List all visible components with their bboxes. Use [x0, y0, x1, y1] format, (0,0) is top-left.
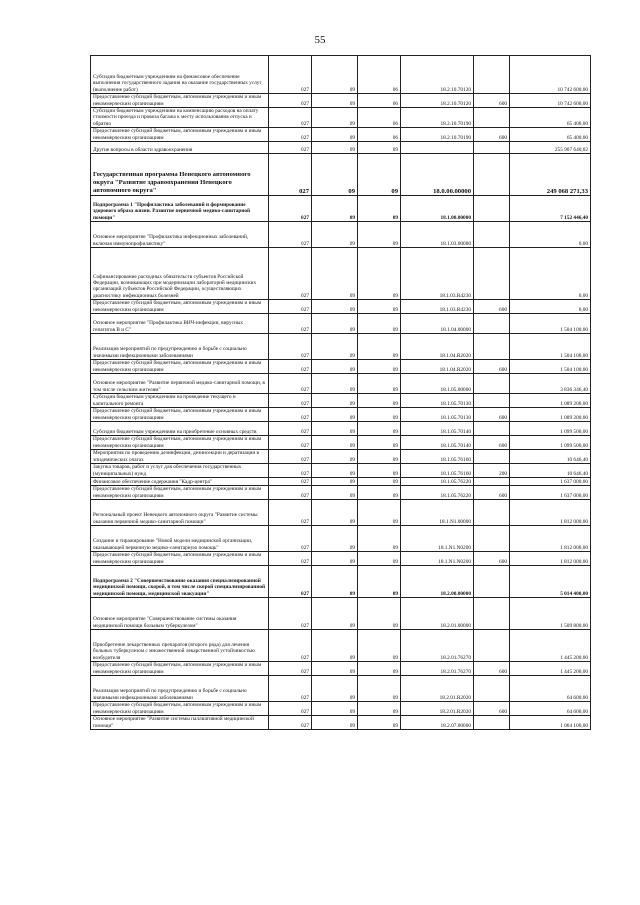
table-row: [91, 598, 591, 630]
section-code: 09: [312, 314, 358, 334]
section-code: 09: [312, 422, 358, 436]
subsection-code: 09: [358, 154, 401, 196]
amount: 10 646,40: [510, 450, 591, 464]
subsection-code: 09: [358, 566, 401, 598]
subsection-code: 09: [358, 394, 401, 408]
ministry-code: 027: [269, 662, 312, 676]
subsection-code: 06: [358, 108, 401, 128]
table-row: [91, 716, 591, 730]
section-code: 09: [312, 716, 358, 730]
target-article: 18.1.05.76220: [401, 486, 474, 500]
ministry-code: 027: [269, 142, 312, 154]
table-row: [91, 56, 591, 94]
table-row: [91, 436, 591, 450]
row-name: Предоставление субсидий бюджетным, автономным учреждениям и иным некоммерческим организациям: [91, 436, 269, 450]
subsection-code: 09: [358, 422, 401, 436]
section-code: 09: [312, 108, 358, 128]
target-article: 18.1.N1.N0200: [401, 552, 474, 566]
amount: 1 445 200,00: [510, 630, 591, 662]
row-name: Субсидии бюджетным учреждениям на приобретение основных средств: [91, 422, 269, 436]
subsection-code: 09: [358, 374, 401, 394]
row-name: Реализация мероприятий по предупреждению и борьбе с социально значимыми инфекционными заболеваниями: [91, 334, 269, 360]
row-name: Субсидии бюджетным учреждениям на компенсацию расходов на оплату стоимости проезда и провоза багажа к месту использования отпуска и обратно: [91, 108, 269, 128]
table-row: [91, 464, 591, 478]
amount: 249 068 271,33: [510, 154, 591, 196]
expense-type: [474, 422, 510, 436]
expense-type: 600: [474, 94, 510, 108]
section-code: 09: [312, 630, 358, 662]
ministry-code: 027: [269, 196, 312, 222]
target-article: 18.1.04.R2020: [401, 334, 474, 360]
ministry-code: 027: [269, 422, 312, 436]
amount: 1 812 000,00: [510, 552, 591, 566]
ministry-code: 027: [269, 128, 312, 142]
row-name: Реализация мероприятий по предупреждению и борьбе с социально значимыми инфекционными заболеваниями: [91, 676, 269, 702]
subsection-code: 09: [358, 552, 401, 566]
ministry-code: 027: [269, 500, 312, 526]
amount: 65 400,00: [510, 108, 591, 128]
subsection-code: 09: [358, 464, 401, 478]
ministry-code: 027: [269, 108, 312, 128]
expense-type: [474, 248, 510, 300]
section-code: 09: [312, 478, 358, 486]
table-row: [91, 478, 591, 486]
section-code: 09: [312, 500, 358, 526]
section-code: 09: [312, 142, 358, 154]
row-name: Подпрограмма 1 "Профилактика заболеваний и формирование здорового образа жизни. Развитие первичной медико-санитарной помощи": [91, 196, 269, 222]
table-row: [91, 196, 591, 222]
target-article: 18.0.00.00000: [401, 154, 474, 196]
subsection-code: 09: [358, 360, 401, 374]
expense-type: [474, 196, 510, 222]
table-row: [91, 222, 591, 248]
amount: 5 014 400,00: [510, 566, 591, 598]
subsection-code: 09: [358, 196, 401, 222]
expense-type: [474, 450, 510, 464]
target-article: 18.2.01.00000: [401, 598, 474, 630]
subsection-code: 09: [358, 248, 401, 300]
row-name: Софинансирование расходных обязательств субъектов Российской Федерации, возникающих при модернизации лабораторий медицинских организаций субъектов Российской Федерации, осуществляющих диагностику инфекционных болезней: [91, 248, 269, 300]
ministry-code: 027: [269, 552, 312, 566]
subsection-code: 09: [358, 486, 401, 500]
section-code: 09: [312, 248, 358, 300]
section-code: 09: [312, 222, 358, 248]
subsection-code: 09: [358, 662, 401, 676]
target-article: 18.1.03.R4230: [401, 300, 474, 314]
table-row: [91, 314, 591, 334]
expense-type: [474, 108, 510, 128]
subsection-code: 09: [358, 334, 401, 360]
target-article: 18.1.05.70130: [401, 408, 474, 422]
ministry-code: 027: [269, 436, 312, 450]
expense-type: [474, 716, 510, 730]
amount: 1 812 000,00: [510, 500, 591, 526]
expense-type: [474, 598, 510, 630]
subsection-code: 09: [358, 314, 401, 334]
expense-type: 600: [474, 300, 510, 314]
amount: 255 907 640,02: [510, 142, 591, 154]
amount: 1 504 100,00: [510, 334, 591, 360]
subsection-code: 09: [358, 450, 401, 464]
subsection-code: 09: [358, 408, 401, 422]
section-code: 09: [312, 450, 358, 464]
section-code: 09: [312, 464, 358, 478]
subsection-code: 06: [358, 94, 401, 108]
row-name: Субсидии бюджетным учреждениям на проведение текущего и капитального ремонта: [91, 394, 269, 408]
ministry-code: 027: [269, 486, 312, 500]
ministry-code: 027: [269, 222, 312, 248]
expense-type: [474, 566, 510, 598]
ministry-code: 027: [269, 394, 312, 408]
table-row: [91, 374, 591, 394]
table-row: [91, 94, 591, 108]
expense-type: 600: [474, 662, 510, 676]
section-code: 09: [312, 676, 358, 702]
row-name: Основное мероприятие "Профилактика ВИЧ-инфекции, вирусных гепатитов В и С": [91, 314, 269, 334]
subsection-code: 09: [358, 222, 401, 248]
table-row: [91, 422, 591, 436]
section-code: 09: [312, 436, 358, 450]
subsection-code: 09: [358, 478, 401, 486]
section-code: 09: [312, 552, 358, 566]
table-row: [91, 154, 591, 196]
ministry-code: 027: [269, 334, 312, 360]
table-row: [91, 394, 591, 408]
table-row: [91, 500, 591, 526]
section-code: 09: [312, 394, 358, 408]
section-code: 09: [312, 702, 358, 716]
row-name: Региональный проект Ненецкого автономного округа "Развитие системы оказания первичной медико-санитарной помощи": [91, 500, 269, 526]
target-article: 18.1.04.00000: [401, 314, 474, 334]
ministry-code: 027: [269, 408, 312, 422]
target-article: 18.1.04.R2020: [401, 360, 474, 374]
table-row: [91, 566, 591, 598]
section-code: 09: [312, 154, 358, 196]
table-row: [91, 300, 591, 314]
amount: 1 504 100,00: [510, 360, 591, 374]
expense-type: [474, 374, 510, 394]
ministry-code: 027: [269, 478, 312, 486]
section-code: 09: [312, 566, 358, 598]
subsection-code: 09: [358, 300, 401, 314]
row-name: Основное мероприятие "Развитие первичной медико-санитарной помощи, в том числе сельским жителям": [91, 374, 269, 394]
table-row: [91, 450, 591, 464]
amount: 7 152 446,40: [510, 196, 591, 222]
amount: 0,00: [510, 222, 591, 248]
row-name: Основное мероприятие "Развитие системы паллиативной медицинской помощи": [91, 716, 269, 730]
row-name: Финансовое обеспечение содержания "Кадр-центра": [91, 478, 269, 486]
row-name: Мероприятия по проведению дезинфекции, дезинсекции и дератизации в эпидемических очагах: [91, 450, 269, 464]
expense-type: 200: [474, 464, 510, 478]
table-row: [91, 662, 591, 676]
ministry-code: 027: [269, 248, 312, 300]
amount: 1 089 200,00: [510, 394, 591, 408]
expense-type: [474, 314, 510, 334]
target-article: 18.1.N1.00000: [401, 500, 474, 526]
row-name: Субсидии бюджетным учреждениям на финансовое обеспечение выполнения государственного задания на оказание государственных услуг (выполнение работ): [91, 56, 269, 94]
ministry-code: 027: [269, 154, 312, 196]
subsection-code: 09: [358, 142, 401, 154]
target-article: [401, 142, 474, 154]
subsection-code: 06: [358, 128, 401, 142]
table-row: [91, 630, 591, 662]
row-name: Другие вопросы в области здравоохранения: [91, 142, 269, 154]
ministry-code: 027: [269, 360, 312, 374]
table-row: [91, 676, 591, 702]
section-code: 09: [312, 94, 358, 108]
row-name: Предоставление субсидий бюджетным, автономным учреждениям и иным некоммерческим организациям: [91, 486, 269, 500]
target-article: 18.2.01.76270: [401, 630, 474, 662]
amount: 64 600,00: [510, 702, 591, 716]
target-article: 18.2.00.00000: [401, 566, 474, 598]
row-name: Предоставление субсидий бюджетным, автономным учреждениям и иным некоммерческим организациям: [91, 300, 269, 314]
table-row: [91, 108, 591, 128]
target-article: 18.2.10.70120: [401, 56, 474, 94]
target-article: 18.1.05.70130: [401, 394, 474, 408]
subsection-code: 09: [358, 500, 401, 526]
target-article: 18.2.07.00000: [401, 716, 474, 730]
section-code: 09: [312, 526, 358, 552]
target-article: 18.1.05.00000: [401, 374, 474, 394]
target-article: 18.2.01.76270: [401, 662, 474, 676]
table-row: [91, 128, 591, 142]
section-code: 09: [312, 334, 358, 360]
amount: 1 064 100,00: [510, 716, 591, 730]
expense-type: [474, 142, 510, 154]
ministry-code: 027: [269, 702, 312, 716]
expense-type: [474, 222, 510, 248]
table-row: [91, 248, 591, 300]
target-article: 18.2.10.70190: [401, 128, 474, 142]
section-code: 09: [312, 486, 358, 500]
ministry-code: 027: [269, 450, 312, 464]
row-name: Подпрограмма 2 "Совершенствование оказания специализированной медицинской помощи, скорой, в том числе скорой специализированной медицинской помощи, медицинской эвакуации": [91, 566, 269, 598]
expense-type: [474, 56, 510, 94]
table-row: [91, 526, 591, 552]
target-article: 18.1.05.76160: [401, 464, 474, 478]
amount: 1 812 000,00: [510, 526, 591, 552]
ministry-code: 027: [269, 526, 312, 552]
ministry-code: 027: [269, 598, 312, 630]
target-article: 18.2.10.70190: [401, 108, 474, 128]
ministry-code: 027: [269, 300, 312, 314]
amount: 1 637 000,00: [510, 486, 591, 500]
target-article: 18.2.01.R2020: [401, 702, 474, 716]
expense-type: 600: [474, 486, 510, 500]
expense-type: [474, 478, 510, 486]
subsection-code: 09: [358, 630, 401, 662]
target-article: 18.1.05.76220: [401, 478, 474, 486]
amount: 1 089 200,00: [510, 408, 591, 422]
amount: 1 099 500,00: [510, 422, 591, 436]
table-row: [91, 552, 591, 566]
section-code: 09: [312, 196, 358, 222]
row-name: Приобретение лекарственных препаратов (второго ряда) для лечения больных туберкулезом с множественной лекарственной устойчивостью возбудителя: [91, 630, 269, 662]
expense-type: [474, 676, 510, 702]
target-article: 18.1.05.76160: [401, 450, 474, 464]
ministry-code: 027: [269, 566, 312, 598]
subsection-code: 06: [358, 56, 401, 94]
subsection-code: 09: [358, 716, 401, 730]
amount: 64 600,00: [510, 676, 591, 702]
expense-type: [474, 394, 510, 408]
target-article: 18.1.00.00000: [401, 196, 474, 222]
row-name: Основное мероприятие "Профилактика инфекционных заболеваний, включая иммунопрофилактику": [91, 222, 269, 248]
section-code: 09: [312, 662, 358, 676]
table-row: [91, 360, 591, 374]
table-row: [91, 486, 591, 500]
ministry-code: 027: [269, 314, 312, 334]
table-row: [91, 408, 591, 422]
target-article: 18.1.N1.N0200: [401, 526, 474, 552]
expense-type: 600: [474, 436, 510, 450]
ministry-code: 027: [269, 676, 312, 702]
ministry-code: 027: [269, 716, 312, 730]
row-name: Предоставление субсидий бюджетным, автономным учреждениям и иным некоммерческим организациям: [91, 94, 269, 108]
row-name: Предоставление субсидий бюджетным, автономным учреждениям и иным некоммерческим организациям: [91, 552, 269, 566]
row-name: Предоставление субсидий бюджетным, автономным учреждениям и иным некоммерческим организациям: [91, 360, 269, 374]
row-name: Закупка товаров, работ и услуг для обеспечения государственных (муниципальных) нужд: [91, 464, 269, 478]
expense-type: 600: [474, 408, 510, 422]
amount: 1 637 000,00: [510, 478, 591, 486]
amount: 10 742 600,00: [510, 94, 591, 108]
expense-type: 600: [474, 702, 510, 716]
expense-type: [474, 154, 510, 196]
section-code: 09: [312, 408, 358, 422]
table-row: [91, 142, 591, 154]
table-row: [91, 334, 591, 360]
target-article: 18.1.03.00000: [401, 222, 474, 248]
amount: 10 742 600,00: [510, 56, 591, 94]
ministry-code: 027: [269, 374, 312, 394]
expense-type: [474, 526, 510, 552]
budget-table: [90, 55, 591, 730]
section-code: 09: [312, 56, 358, 94]
amount: 3 836 346,40: [510, 374, 591, 394]
amount: 65 400,00: [510, 128, 591, 142]
ministry-code: 027: [269, 94, 312, 108]
amount: 1 509 800,00: [510, 598, 591, 630]
amount: 1 445 200,00: [510, 662, 591, 676]
subsection-code: 09: [358, 702, 401, 716]
row-name: Создание и тиражирование "Новой модели медицинской организации, оказывающей первичную медико-санитарную помощь": [91, 526, 269, 552]
subsection-code: 09: [358, 436, 401, 450]
expense-type: [474, 334, 510, 360]
expense-type: 600: [474, 552, 510, 566]
subsection-code: 09: [358, 676, 401, 702]
page-number: 55: [314, 34, 326, 46]
target-article: 18.2.01.R2020: [401, 676, 474, 702]
expense-type: 600: [474, 128, 510, 142]
amount: 1 504 100,00: [510, 314, 591, 334]
section-code: 09: [312, 374, 358, 394]
amount: 10 646,40: [510, 464, 591, 478]
expense-type: 600: [474, 360, 510, 374]
target-article: 18.1.05.70140: [401, 422, 474, 436]
row-name: Государственная программа Ненецкого автономного округа "Развитие здравоохранения Ненецкого автономного округа": [91, 154, 269, 196]
expense-type: [474, 630, 510, 662]
row-name: Предоставление субсидий бюджетным, автономным учреждениям и иным некоммерческим организациям: [91, 702, 269, 716]
ministry-code: 027: [269, 56, 312, 94]
section-code: 09: [312, 300, 358, 314]
target-article: 18.2.10.70120: [401, 94, 474, 108]
subsection-code: 09: [358, 598, 401, 630]
section-code: 09: [312, 128, 358, 142]
row-name: Предоставление субсидий бюджетным, автономным учреждениям и иным некоммерческим организациям: [91, 408, 269, 422]
ministry-code: 027: [269, 630, 312, 662]
table-row: [91, 702, 591, 716]
subsection-code: 09: [358, 526, 401, 552]
section-code: 09: [312, 360, 358, 374]
expense-type: [474, 500, 510, 526]
section-code: 09: [312, 598, 358, 630]
amount: 0,00: [510, 300, 591, 314]
row-name: Предоставление субсидий бюджетным, автономным учреждениям и иным некоммерческим организациям: [91, 662, 269, 676]
target-article: 18.1.05.70140: [401, 436, 474, 450]
amount: 1 099 500,00: [510, 436, 591, 450]
amount: 0,00: [510, 248, 591, 300]
ministry-code: 027: [269, 464, 312, 478]
row-name: Предоставление субсидий бюджетным, автономным учреждениям и иным некоммерческим организациям: [91, 128, 269, 142]
row-name: Основное мероприятие "Совершенствование системы оказания медицинской помощи больным туберкулезом": [91, 598, 269, 630]
target-article: 18.1.03.R4230: [401, 248, 474, 300]
